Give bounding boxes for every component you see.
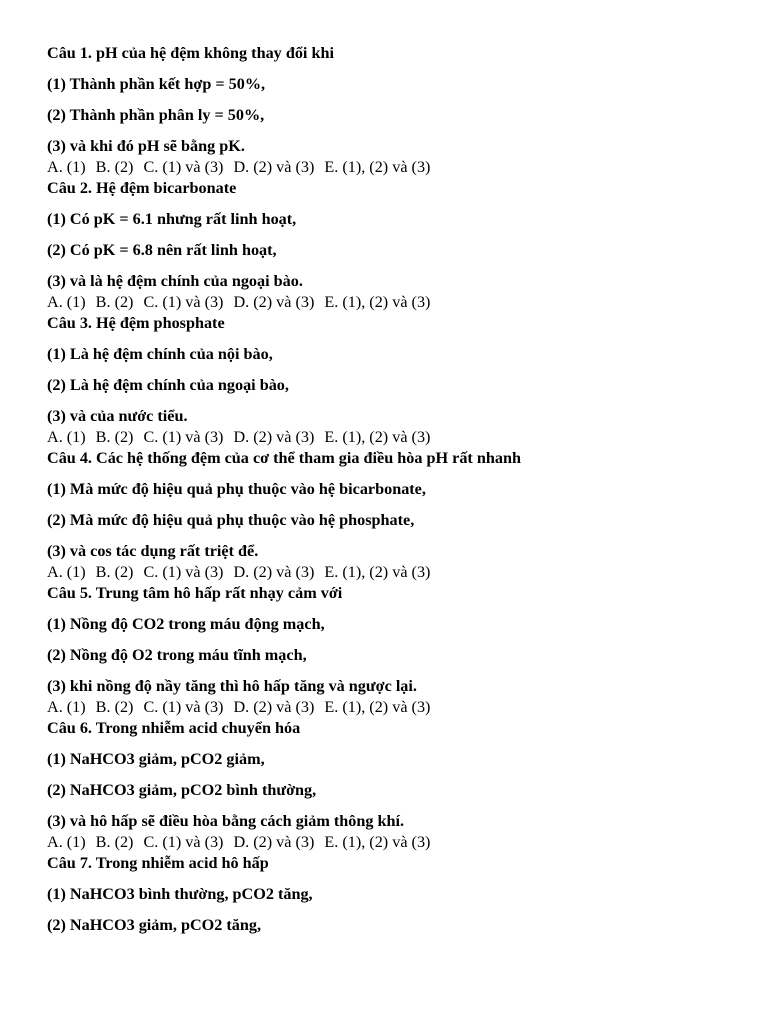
option-a: A. (1): [47, 293, 86, 311]
option-b: B. (2): [95, 563, 134, 581]
option-a: A. (1): [47, 833, 86, 851]
statement-2: (2) Thành phần phân ly = 50%,: [47, 106, 265, 124]
document-page: [47, 43, 747, 946]
statement-3: (3) và hô hấp sẽ điều hòa bằng cách giảm thông khí.: [47, 812, 405, 830]
statement-1: (1) Có pK = 6.1 nhưng rất linh hoạt,: [47, 210, 297, 228]
question-4: [47, 448, 747, 582]
option-b: B. (2): [95, 698, 134, 716]
option-d: D. (2) và (3): [233, 698, 315, 716]
option-e: E. (1), (2) và (3): [324, 698, 431, 716]
option-d: D. (2) và (3): [233, 158, 315, 176]
answer-options: [47, 697, 747, 717]
statement-2: (2) NaHCO3 giảm, pCO2 bình thường,: [47, 781, 317, 799]
option-b: B. (2): [95, 158, 134, 176]
option-c: C. (1) và (3): [143, 293, 224, 311]
statement-2: (2) NaHCO3 giảm, pCO2 tăng,: [47, 916, 262, 934]
option-c: C. (1) và (3): [143, 158, 224, 176]
answer-options: [47, 427, 747, 447]
statement-2: (2) Nồng độ O2 trong máu tĩnh mạch,: [47, 646, 307, 664]
option-d: D. (2) và (3): [233, 563, 315, 581]
answer-options: [47, 157, 747, 177]
statement-2: (2) Là hệ đệm chính của ngoại bào,: [47, 376, 289, 394]
option-e: E. (1), (2) và (3): [324, 833, 431, 851]
question-6: [47, 718, 747, 852]
option-c: C. (1) và (3): [143, 428, 224, 446]
statement-1: (1) Thành phần kết hợp = 50%,: [47, 75, 266, 93]
option-d: D. (2) và (3): [233, 293, 315, 311]
option-a: A. (1): [47, 428, 86, 446]
statement-1: (1) Mà mức độ hiệu quả phụ thuộc vào hệ bicarbonate,: [47, 480, 426, 498]
statement-1: (1) NaHCO3 giảm, pCO2 giảm,: [47, 750, 265, 768]
question-5: [47, 583, 747, 717]
statement-1: (1) Là hệ đệm chính của nội bào,: [47, 345, 273, 363]
option-c: C. (1) và (3): [143, 698, 224, 716]
question-title: Câu 3. Hệ đệm phosphate: [47, 314, 225, 332]
statement-1: (1) Nồng độ CO2 trong máu động mạch,: [47, 615, 325, 633]
question-2: [47, 178, 747, 312]
answer-options: [47, 562, 747, 582]
option-a: A. (1): [47, 563, 86, 581]
question-title: Câu 2. Hệ đệm bicarbonate: [47, 179, 237, 197]
statement-3: (3) và cos tác dụng rất triệt để.: [47, 542, 259, 560]
statement-2: (2) Mà mức độ hiệu quả phụ thuộc vào hệ phosphate,: [47, 511, 415, 529]
question-title: Câu 1. pH của hệ đệm không thay đổi khi: [47, 44, 334, 62]
option-a: A. (1): [47, 158, 86, 176]
option-b: B. (2): [95, 428, 134, 446]
question-title: Câu 6. Trong nhiễm acid chuyển hóa: [47, 719, 301, 737]
option-d: D. (2) và (3): [233, 428, 315, 446]
option-b: B. (2): [95, 293, 134, 311]
option-b: B. (2): [95, 833, 134, 851]
option-e: E. (1), (2) và (3): [324, 563, 431, 581]
option-d: D. (2) và (3): [233, 833, 315, 851]
question-title: Câu 5. Trung tâm hô hấp rất nhạy cảm với: [47, 584, 343, 602]
answer-options: [47, 832, 747, 852]
question-title: Câu 7. Trong nhiễm acid hô hấp: [47, 854, 269, 872]
statement-1: (1) NaHCO3 bình thường, pCO2 tăng,: [47, 885, 313, 903]
statement-3: (3) và là hệ đệm chính của ngoại bào.: [47, 272, 303, 290]
option-a: A. (1): [47, 698, 86, 716]
option-c: C. (1) và (3): [143, 563, 224, 581]
question-title: Câu 4. Các hệ thống đệm của cơ thể tham gia điều hòa pH rất nhanh: [47, 449, 521, 467]
option-e: E. (1), (2) và (3): [324, 158, 431, 176]
option-c: C. (1) và (3): [143, 833, 224, 851]
question-1: [47, 43, 747, 177]
answer-options: [47, 292, 747, 312]
statement-3: (3) và của nước tiểu.: [47, 407, 188, 425]
statement-3: (3) khi nồng độ nầy tăng thì hô hấp tăng và ngược lại.: [47, 677, 417, 695]
option-e: E. (1), (2) và (3): [324, 428, 431, 446]
statement-2: (2) Có pK = 6.8 nên rất linh hoạt,: [47, 241, 277, 259]
statement-3: (3) và khi đó pH sẽ bằng pK.: [47, 137, 245, 155]
option-e: E. (1), (2) và (3): [324, 293, 431, 311]
question-7: [47, 853, 747, 935]
question-3: [47, 313, 747, 447]
